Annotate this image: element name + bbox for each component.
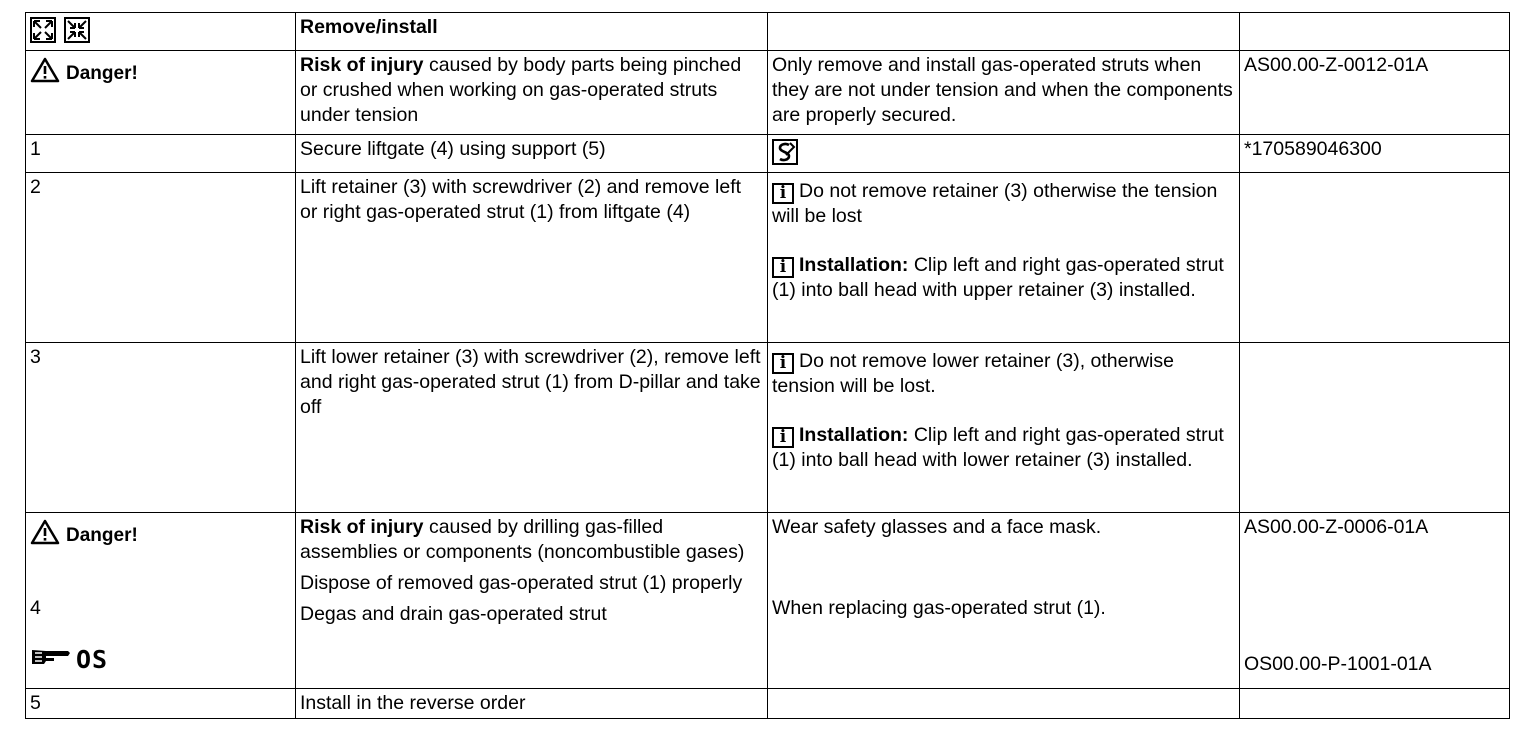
os-reference-marker (30, 644, 291, 675)
reference-cell (1240, 513, 1510, 689)
note-cell: Only remove and install gas-operated struts when they are not under tension and when the components are properly secured. (768, 51, 1240, 135)
step-number: 1 (26, 135, 296, 173)
info-icon: i (772, 183, 794, 204)
risk-text: caused by drilling gas-filled assemblies or components (noncombustible gases) (300, 516, 745, 563)
header-empty-cell (768, 13, 1240, 51)
empty-cell (1240, 689, 1510, 719)
installation-label: Installation: (799, 254, 909, 276)
danger-row (26, 513, 1510, 689)
warning-triangle-icon (30, 57, 60, 90)
step-text: Install in the reverse order (296, 689, 768, 719)
step-number: 2 (26, 173, 296, 343)
step-number: 3 (26, 343, 296, 513)
risk-cell (296, 513, 768, 689)
header-icons-cell (26, 13, 296, 51)
empty-cell (768, 689, 1240, 719)
expand-icon[interactable] (30, 17, 56, 50)
danger-row (26, 51, 1510, 135)
empty-cell (1240, 173, 1510, 343)
info-icon: i (772, 353, 794, 374)
header-row (26, 13, 1510, 51)
header-empty-cell (1240, 13, 1510, 51)
step-text: Lift lower retainer (3) with screwdriver (2), remove left and right gas-operated strut (1) from D-pillar and take off (296, 343, 768, 513)
step-row (26, 343, 1510, 513)
risk-title: Risk of injury (300, 54, 424, 76)
empty-cell (1240, 343, 1510, 513)
note-cell (768, 513, 1240, 689)
procedure-table (25, 12, 1510, 719)
danger-label: Danger! (66, 63, 138, 84)
tool-icon[interactable] (772, 139, 798, 172)
info-text: Do not remove lower retainer (3), otherwise tension will be lost. (772, 350, 1174, 397)
risk-cell (296, 51, 768, 135)
step-row (26, 689, 1510, 719)
safety-note: Wear safety glasses and a face mask. (772, 516, 1102, 538)
info-icon: i (772, 427, 794, 448)
warning-triangle-icon (30, 519, 60, 552)
header-title: Remove/install (296, 13, 768, 51)
reference-link[interactable]: OS00.00-P-1001-01A (1244, 653, 1432, 675)
collapse-icon[interactable] (64, 17, 90, 50)
step-number: 4 (30, 597, 41, 619)
info-text: Clip left and right gas-operated strut (1) into ball head with upper retainer (3) installed. (772, 254, 1224, 301)
info-icon: i (772, 257, 794, 278)
step-row (26, 135, 1510, 173)
step-text: Dispose of removed gas-operated strut (1) properly (300, 572, 743, 594)
danger-label: Danger! (66, 525, 138, 546)
info-cell (768, 173, 1240, 343)
os-label: OS (76, 645, 109, 674)
info-text: Clip left and right gas-operated strut (1) into ball head with lower retainer (3) installed. (772, 424, 1224, 471)
info-cell (768, 343, 1240, 513)
step-text: Lift retainer (3) with screwdriver (2) and remove left or right gas-operated strut (1) from liftgate (4) (296, 173, 768, 343)
tool-cell (768, 135, 1240, 173)
step-number: 5 (26, 689, 296, 719)
step-row (26, 173, 1510, 343)
risk-title: Risk of injury (300, 516, 424, 538)
warning-cell (26, 51, 296, 135)
installation-label: Installation: (799, 424, 909, 446)
step-text: Secure liftgate (4) using support (5) (296, 135, 768, 173)
risk-text: caused by body parts being pinched or crushed when working on gas-operated struts under tension (300, 54, 742, 126)
reference-link[interactable]: AS00.00-Z-0012-01A (1240, 51, 1510, 135)
reference-link[interactable]: *170589046300 (1240, 135, 1510, 173)
os-step-text: Degas and drain gas-operated strut (300, 603, 607, 625)
step-note: When replacing gas-operated strut (1). (772, 597, 1106, 619)
warning-cell (26, 513, 296, 689)
pointing-hand-icon (30, 644, 72, 675)
info-text: Do not remove retainer (3) otherwise the tension will be lost (772, 180, 1218, 227)
reference-link[interactable]: AS00.00-Z-0006-01A (1244, 516, 1429, 538)
